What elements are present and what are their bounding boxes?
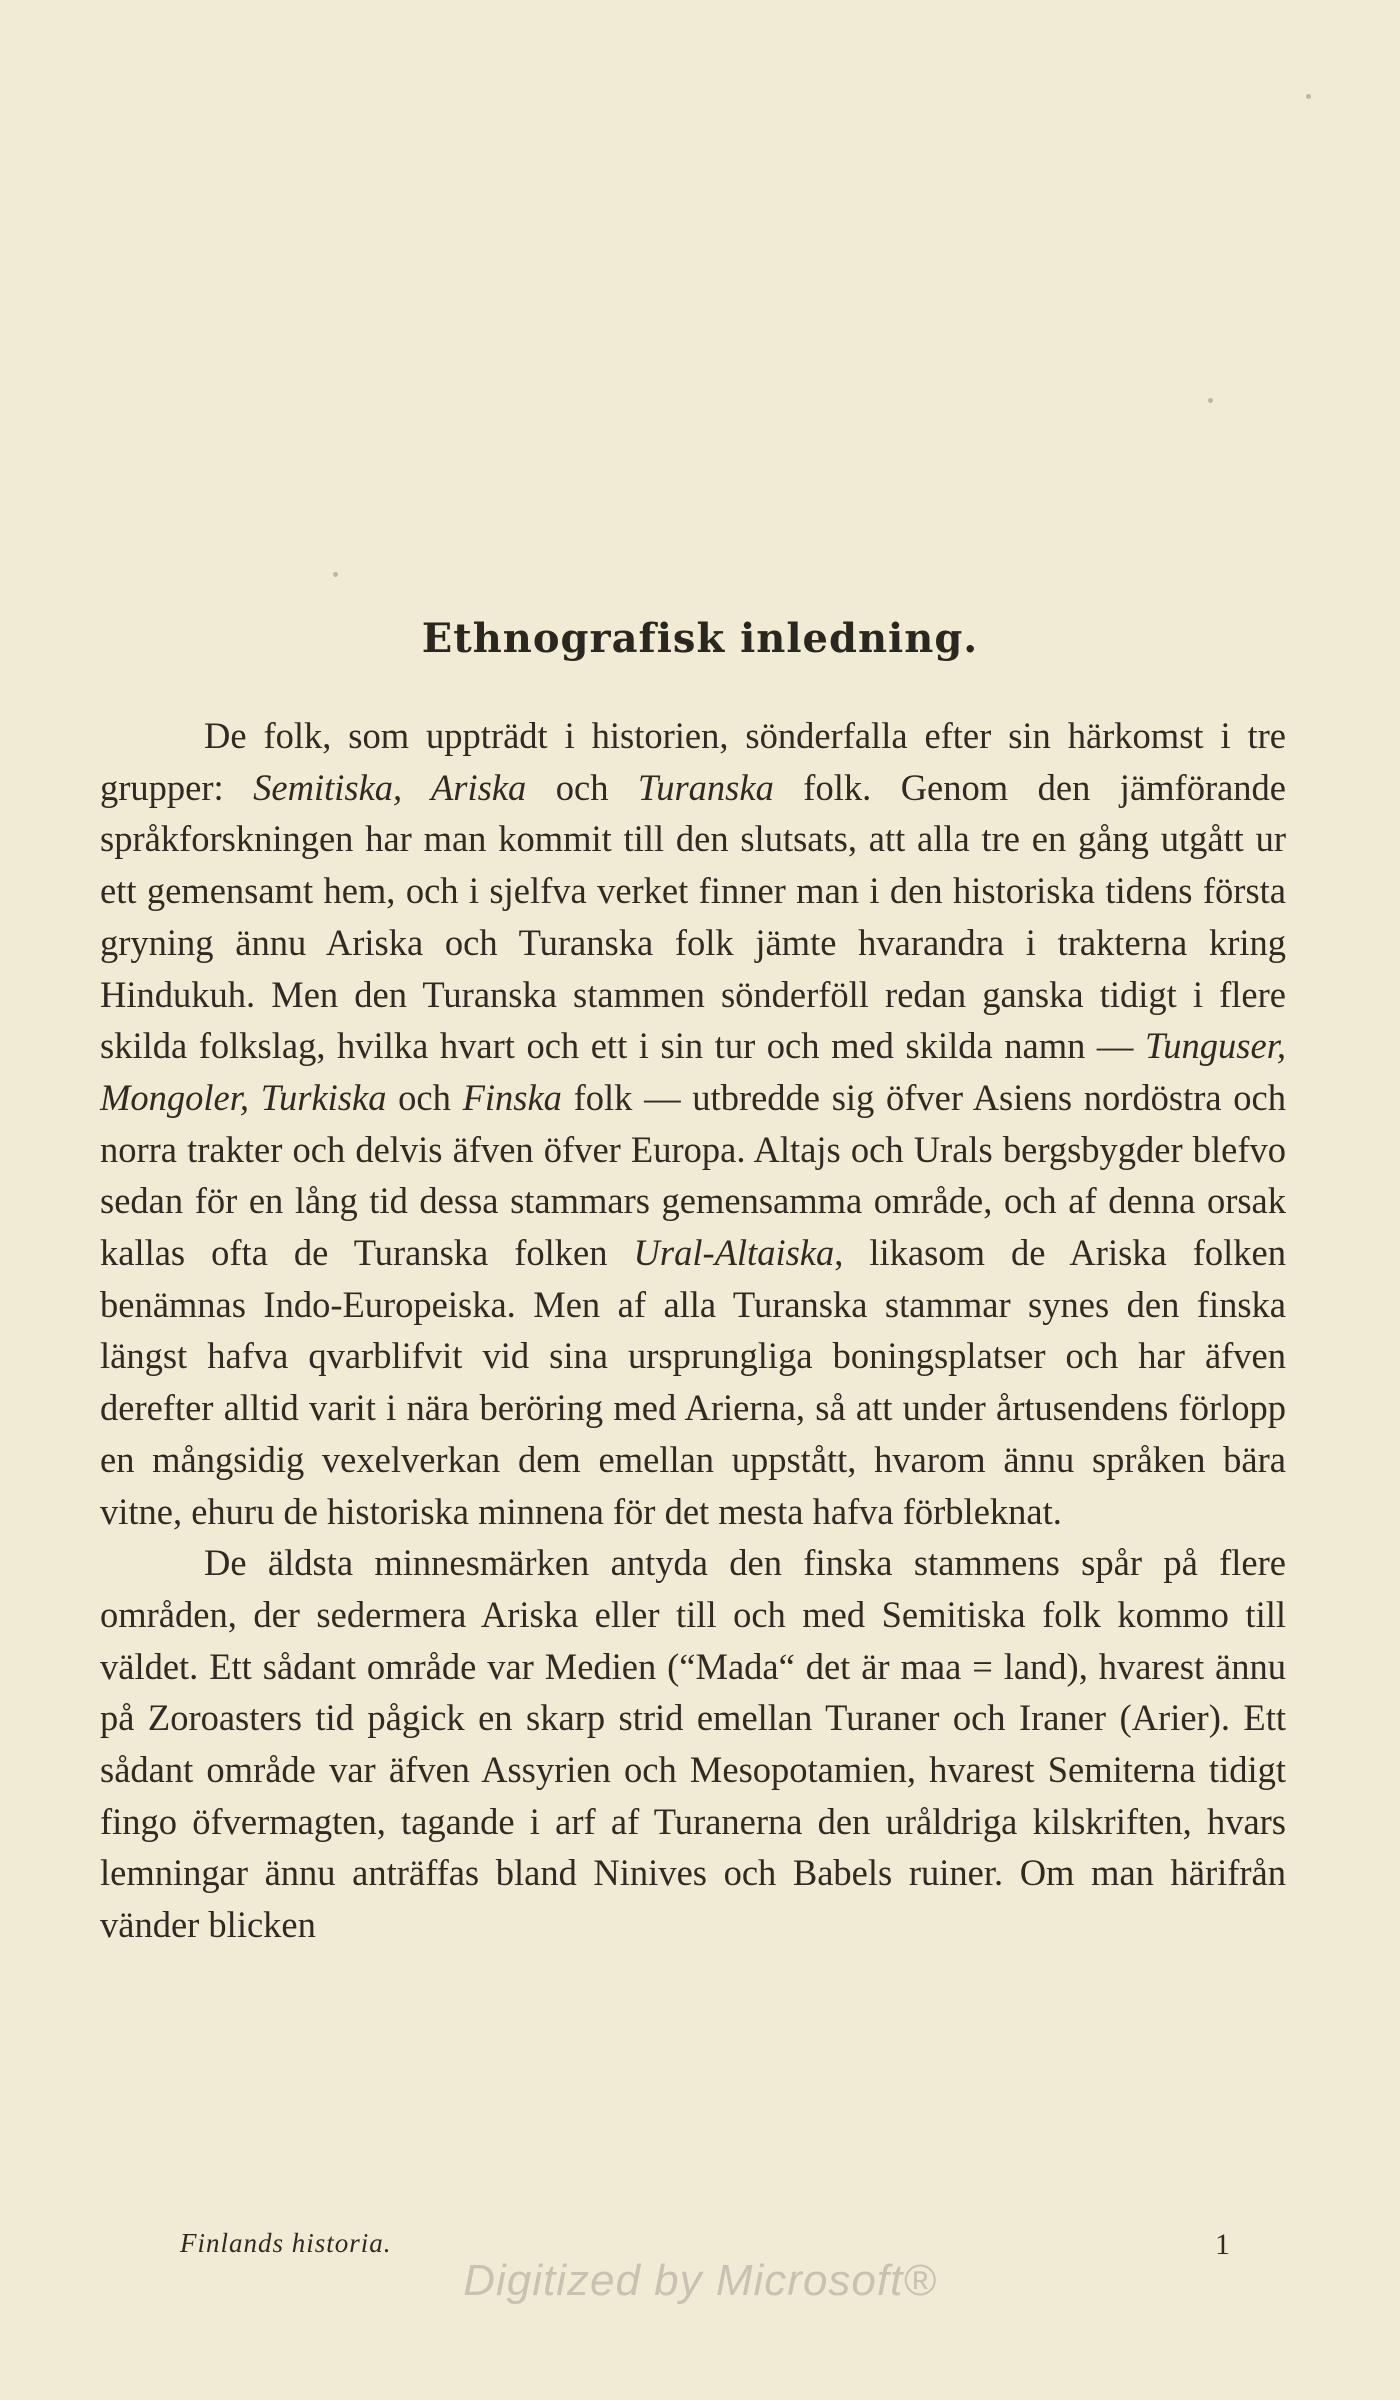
- text-run: och: [386, 1076, 463, 1118]
- body-text: [100, 710, 1286, 1951]
- italic-term: Turanska: [637, 766, 774, 808]
- chapter-heading: Ethnografisk inledning.: [421, 614, 979, 662]
- paper-speck: [1306, 94, 1311, 99]
- text-run: folk — utbredde sig öfver Asiens nordöstra och norra trakter och delvis äfven öfver Europa. Altajs och Urals bergsbygder blefvo sedan för en lång tid dessa stammars gemensamma område, och af denna orsak kallas ofta de Turanska folken: [100, 1076, 1286, 1274]
- text-run: och: [526, 766, 638, 808]
- paper-speck: [333, 572, 338, 577]
- paragraph: [100, 710, 1286, 1537]
- text-run: De äldsta minnesmärken antyda den finska stammens spår på flere områden, der sedermera Ariska eller till och med Semitiska folk kommo till väldet. Ett sådant område var Medien (“Mada“ det är maa = land), hvarest ännu på Zoroasters tid pågick en skarp strid emellan Turaner och Iraner (Arier). Ett sådant område var äfven Assyrien och Mesopotamien, hvarest Semiterna tidigt fingo öfvermagten, tagande i arf af Turanerna den uråldriga kilskriften, hvars lemningar ännu anträffas bland Ninives och Babels ruiner. Om man härifrån vänder blicken: [100, 1542, 1286, 1946]
- text-run: , likasom de Ariska folken benämnas Indo-Europeiska. Men af alla Turanska stammar synes den finska längst hafva qvarblifvit vid sina ursprungliga boningsplatser och har äfven derefter alltid varit i nära beröring med Arierna, så att under årtusendens förlopp en mångsidig vexelverkan dem emellan uppstått, hvarom ännu språken bära vitne, ehuru de historiska minnena för det mesta hafva förbleknat.: [100, 1232, 1286, 1532]
- italic-term: Finska: [462, 1076, 562, 1118]
- italic-term: Tunguser, Mongoler, Turkiska: [100, 1025, 1286, 1118]
- italic-term: Semitiska, Ariska: [253, 766, 527, 808]
- italic-term: Ural-Altaiska: [633, 1232, 835, 1274]
- page-number: 1: [1215, 2228, 1230, 2261]
- paper-speck: [1208, 398, 1213, 403]
- text-run: De folk, som uppträdt i historien, sönderfalla efter sin härkomst i tre grupper:: [100, 715, 1286, 808]
- text-run: folk. Genom den jämförande språkforskningen har man kommit till den slutsats, att alla tre en gång utgått ur ett gemensamt hem, och i sjelfva verket finner man i den historiska tidens första gryning ännu Ariska och Turanska folk jämte hvarandra i trakterna kring Hindukuh. Men den Turanska stammen sönderföll redan ganska tidigt i flere skilda folkslag, hvilka hvart och ett i sin tur och med skilda namn —: [100, 766, 1286, 1067]
- running-title: Finlands historia.: [180, 2228, 392, 2258]
- paragraph: [100, 1537, 1286, 1951]
- digitization-watermark: Digitized by Microsoft®: [463, 2256, 937, 2305]
